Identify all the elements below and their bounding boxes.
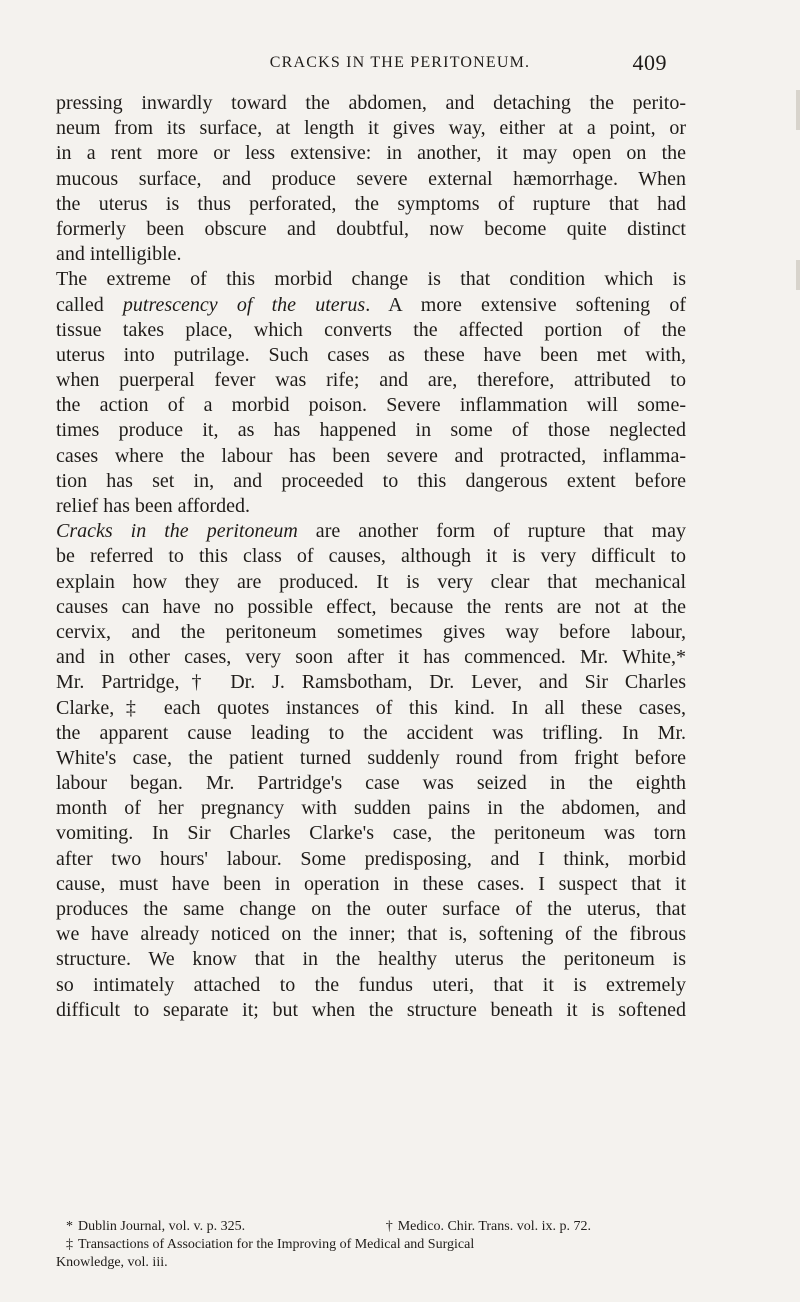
text-line: tion has set in, and proceeded to this dangerous extent before [56, 469, 686, 492]
text-line: White's case, the patient turned suddenly round from fright before [56, 746, 686, 769]
text-line-with-italic [56, 293, 686, 318]
text-line: cases where the labour has been severe and protracted, inflamma- [56, 444, 686, 467]
text-line: structure. We know that in the healthy uterus the peritoneum is [56, 948, 686, 971]
text-fragment: . A more extensive softening of [365, 293, 687, 316]
footnote-3 [56, 1236, 686, 1254]
text-fragment: are another form of rupture that may [297, 520, 686, 543]
footnote-mark: ‡ [66, 1237, 73, 1252]
text-line: vomiting. In Sir Charles Clarke's case, the peritoneum was torn [56, 822, 686, 845]
text-line: in a rent more or less extensive: in another, it may open on the [56, 142, 686, 165]
page-number: 409 [632, 50, 667, 75]
text-line: the apparent cause leading to the accident was trifling. In Mr. [56, 721, 686, 744]
footnote-2 [386, 1218, 686, 1236]
text-line: be referred to this class of causes, although it is very difficult to [56, 545, 686, 568]
text-line: The extreme of this morbid change is that condition which is [56, 268, 686, 291]
body-text [56, 91, 686, 1023]
italic-phrase: putrescency of the uterus [122, 293, 366, 316]
footnotes [56, 1218, 686, 1272]
footnote-3-continuation: Knowledge, vol. iii. [56, 1255, 168, 1270]
text-line: neum from its surface, at length it gives way, either at a point, or [56, 117, 686, 140]
footnote-mark: * [66, 1219, 73, 1234]
text-line: uterus into putrilage. Such cases as these have been met with, [56, 343, 686, 366]
text-line: after two hours' labour. Some predisposing, and I think, morbid [56, 847, 686, 870]
text-fragment: called [56, 293, 123, 316]
page-edge-mark [796, 260, 800, 290]
text-line: the action of a morbid poison. Severe inflammation will some- [56, 394, 686, 417]
text-line: cause, must have been in operation in these cases. I suspect that it [56, 872, 686, 895]
text-line: labour began. Mr. Partridge's case was seized in the eighth [56, 772, 686, 795]
text-line: and in other cases, very soon after it has commenced. Mr. White,* [56, 646, 686, 669]
text-line-with-italic [56, 519, 686, 544]
text-line: cervix, and the peritoneum sometimes gives way before labour, [56, 620, 686, 643]
text-line: difficult to separate it; but when the structure beneath it is softened [56, 998, 686, 1021]
text-line: relief has been afforded. [56, 495, 250, 517]
text-line: tissue takes place, which converts the affected portion of the [56, 318, 686, 341]
text-line: pressing inwardly toward the abdomen, and detaching the perito- [56, 92, 686, 114]
footnote-text: Transactions of Association for the Improving of Medical and Surgical [78, 1237, 475, 1252]
text-line: mucous surface, and produce severe external hæmorrhage. When [56, 167, 686, 190]
text-line: produces the same change on the outer surface of the uterus, that [56, 898, 686, 920]
page-edge-mark [796, 90, 800, 130]
text-line: the uterus is thus perforated, the symptoms of rupture that had [56, 192, 686, 215]
text-line: causes can have no possible effect, because the rents are not at the [56, 595, 686, 618]
running-title: CRACKS IN THE PERITONEUM. [269, 54, 531, 71]
text-line: formerly been obscure and doubtful, now become quite distinct [56, 217, 686, 240]
footnote-row [56, 1218, 686, 1236]
text-line: times produce it, as has happened in some of those neglected [56, 419, 686, 442]
text-line: Clarke,‡ each quotes instances of this kind. In all these cases, [56, 696, 686, 719]
text-line: when puerperal fever was rife; and are, therefore, attributed to [56, 369, 686, 392]
footnote-mark: † [385, 1219, 393, 1234]
footnote-text: Medico. Chir. Trans. vol. ix. p. 72. [397, 1219, 591, 1234]
text-line: we have already noticed on the inner; that is, softening of the fibrous [56, 923, 686, 946]
footnote-text: Dublin Journal, vol. v. p. 325. [78, 1219, 246, 1234]
text-line: and intelligible. [56, 243, 182, 266]
text-line: explain how they are produced. It is very clear that mechanical [56, 570, 686, 593]
italic-phrase: Cracks in the peritoneum [56, 520, 298, 543]
footnote-1 [66, 1218, 245, 1236]
text-line: so intimately attached to the fundus uteri, that it is extremely [56, 973, 686, 996]
text-line: month of her pregnancy with sudden pains in the abdomen, and [56, 797, 686, 820]
text-line: Mr. Partridge,† Dr. J. Ramsbotham, Dr. Lever, and Sir Charles [56, 671, 686, 694]
